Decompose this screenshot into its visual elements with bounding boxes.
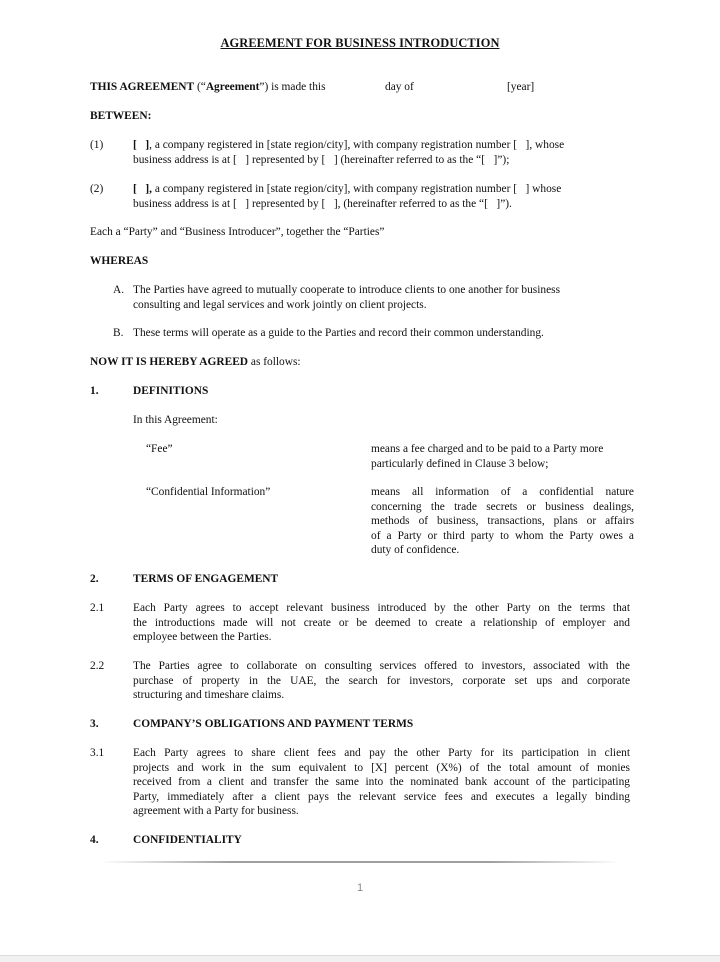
clause-2-2-text [133,659,630,703]
intro-year: [year] [507,81,535,93]
party-1-bracket: [ ] [133,139,150,151]
page-number: 1 [356,882,364,894]
party-1-line-1-text: , a company registered in [state region/city], with company registration number [ ], whose [149,139,565,151]
clause-2-2-line: The Parties agree to collaborate on consulting services offered to investors, associated with the [133,660,630,672]
section-1-heading: DEFINITIONS [133,385,209,397]
section-1-intro: In this Agreement: [133,414,218,426]
clause-3-1-line: Each Party agrees to share client fees and pay the other Party for its participation in client [133,747,630,759]
party-2-line-1-text: a company registered in [state region/city], with company registration number [ ] whose [151,183,562,195]
clause-3-1-line: received from a client and transfer the same into the nominated bank account of the participating [133,776,630,788]
clause-2-1-line: Each Party agrees to accept relevant business introduced by the other Party on the terms that [133,602,630,614]
recital-b-line-1: These terms will operate as a guide to the Parties and record their common understanding. [133,327,544,339]
definition-fee-line: means a fee charged and to be paid to a Party more [371,443,604,455]
now-agreed-line [90,355,301,370]
each-party-text: Each a “Party” and “Business Introducer”, together the “Parties” [90,226,385,238]
recital-a-letter: A. [113,284,125,296]
definition-confidential-line: means all information of a confidential nature [371,486,634,498]
definition-term-fee: “Fee” [146,443,173,455]
now-agreed-bold: NOW IT IS HEREBY AGREED [90,356,249,368]
clause-3-1-line: projects and work in the sum equivalent to [X] percent (X%) of the total amount of monies [133,761,630,774]
intro-day-of: day of [385,81,414,93]
footer-divider [100,861,620,863]
whereas-heading: WHEREAS [90,255,149,267]
document-title: AGREEMENT FOR BUSINESS INTRODUCTION [220,36,500,50]
party-1-line-1 [133,138,638,153]
section-4-number: 4. [90,834,99,846]
clause-2-2-line: structuring and timeshare claims. [133,689,285,701]
section-3-number: 3. [90,718,99,730]
section-1-number: 1. [90,385,99,397]
clause-3-1-number: 3.1 [90,747,105,759]
clause-2-1-text [133,601,630,645]
definition-confidential-line: of a Party or third party to whom the Party owes a [371,529,634,542]
definition-confidential-line: concerning the trade secrets or business dealings, [371,500,634,513]
definition-term-confidential: “Confidential Information” [146,486,271,498]
between-heading: BETWEEN: [90,110,152,122]
party-2-number: (2) [90,183,104,195]
now-agreed-rest: as follows: [248,356,301,368]
clause-2-2-number: 2.2 [90,660,105,672]
intro-agreement-term: Agreement [205,81,260,93]
clause-2-2-line: purchase of property in the UAE, the search for investors, corporate set ups and corporate [133,674,630,687]
recital-a-line-1: The Parties have agreed to mutually cooperate to introduce clients to one another for business [133,284,561,296]
section-3-heading: COMPANY’S OBLIGATIONS AND PAYMENT TERMS [133,718,414,730]
recital-b-letter: B. [113,327,124,339]
recital-a-line-2: consulting and legal services and work jointly on client projects. [133,299,427,311]
section-2-heading: TERMS OF ENGAGEMENT [133,573,279,585]
definition-confidential-line: duty of confidence. [371,544,460,556]
definition-fee-line: particularly defined in Clause 3 below; [371,457,549,470]
party-2-line-1 [133,182,638,197]
intro-line [90,80,350,95]
party-2-line-2: business address is at [ ] represented by [ ], (hereinafter referred to as the “[ ]”). [133,198,512,210]
intro-paren-open: (“ [194,81,206,93]
definition-confidential-text [371,485,634,558]
clause-3-1-text [133,746,630,819]
clause-3-1-line: Party, immediately after a client pays the relevant service fees and executes a legally binding [133,790,630,803]
clause-3-1-line: agreement with a Party for business. [133,805,299,817]
clause-2-1-line: employee between the Parties. [133,631,272,643]
party-2-bracket: [ ], [133,183,152,195]
party-1-line-2: business address is at [ ] represented by [ ] (hereinafter referred to as the “[ ]”); [133,154,510,166]
clause-2-1-line: the introductions made will not create or be deemed to create a relationship of employer and [133,616,630,629]
section-2-number: 2. [90,573,99,585]
definition-fee-text [371,442,634,471]
intro-this-agreement: THIS AGREEMENT [90,81,195,93]
section-4-heading: CONFIDENTIALITY [133,834,242,846]
intro-rest: ”) is made this [259,81,326,93]
definition-confidential-line: methods of business, transactions, plans or affairs [371,515,634,527]
clause-2-1-number: 2.1 [90,602,105,614]
party-1-number: (1) [90,139,104,151]
